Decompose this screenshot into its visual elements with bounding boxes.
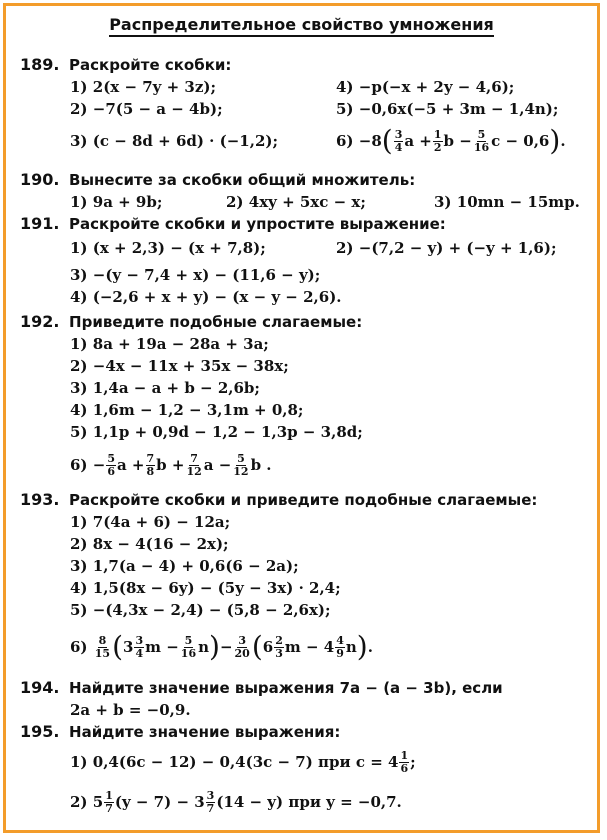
fraction: $\frac{3}{7}$ bbox=[206, 788, 215, 815]
problem-191-header bbox=[20, 213, 446, 235]
fraction: $\frac{5}{16}$ bbox=[180, 633, 197, 660]
problem-191-item-2: 2) −(7,2 − y) + (−y + 1,6); bbox=[336, 239, 557, 257]
problem-191-item-3: 3) −(y − 7,4 + x) − (11,6 − y); bbox=[70, 266, 321, 284]
problem-192-item-2: 2) −4x − 11x + 35x − 38x; bbox=[70, 357, 289, 375]
problem-192-item-3: 3) 1,4a − a + b − 2,6b; bbox=[70, 379, 260, 397]
problem-number: 191. bbox=[20, 214, 60, 233]
problem-heading: Раскройте скобки и упростите выражение: bbox=[69, 215, 446, 233]
fraction: $\frac{1}{2}$ bbox=[433, 127, 442, 154]
problem-number: 195. bbox=[20, 722, 60, 741]
problem-191-item-4: 4) (−2,6 + x + y) − (x − y − 2,6). bbox=[70, 288, 342, 306]
problem-194-line-2: 2a + b = −0,9. bbox=[70, 701, 191, 719]
problem-190-item-2: 2) 4xy + 5xc − x; bbox=[226, 193, 366, 211]
fraction: $\frac{4}{9}$ bbox=[336, 633, 344, 660]
problem-189-item-4: 4) −p(−x + 2y − 4,6); bbox=[336, 78, 515, 96]
fraction: $\frac{1}{7}$ bbox=[105, 788, 113, 815]
problem-192-item-5: 5) 1,1p + 0,9d − 1,2 − 1,3p − 3,8d; bbox=[70, 423, 363, 441]
problem-192-item-6: 6) − $\frac{5}{6}$ a + $\frac{7}{8}$ b + $\frac{7}{12}$ a − $\frac{5}{12}$ b . bbox=[70, 451, 272, 478]
fraction: $\frac{5}{16}$ bbox=[473, 127, 490, 154]
problem-heading: Найдите значение выражения 7a − (a − 3b), если bbox=[69, 679, 503, 697]
problem-number: 189. bbox=[20, 55, 60, 74]
problem-189-item-1: 1) 2(x − 7y + 3z); bbox=[70, 78, 217, 96]
problem-heading: Раскройте скобки: bbox=[69, 56, 232, 74]
problem-number: 193. bbox=[20, 490, 60, 509]
problem-193-item-1: 1) 7(4a + 6) − 12a; bbox=[70, 513, 231, 531]
problem-190-item-3: 3) 10mn − 15mp. bbox=[434, 193, 580, 211]
problem-heading: Раскройте скобки и приведите подобные слагаемые: bbox=[69, 491, 538, 509]
problem-193-header bbox=[20, 489, 537, 511]
problem-193-item-4: 4) 1,5(8x − 6y) − (5y − 3x) · 2,4; bbox=[70, 579, 341, 597]
page-title: Распределительное свойство умножения bbox=[6, 15, 597, 34]
fraction: $\frac{7}{8}$ bbox=[146, 451, 155, 478]
fraction: $\frac{3}{4}$ bbox=[394, 127, 403, 154]
problem-192-header bbox=[20, 311, 362, 333]
fraction: $\frac{8}{15}$ bbox=[94, 633, 111, 660]
fraction: $\frac{5}{12}$ bbox=[233, 451, 249, 478]
problem-189-item-2: 2) −7(5 − a − 4b); bbox=[70, 100, 223, 118]
problem-190-header bbox=[20, 169, 415, 191]
problem-heading: Вынесите за скобки общий множитель: bbox=[69, 171, 416, 189]
problem-193-item-2: 2) 8x − 4(16 − 2x); bbox=[70, 535, 229, 553]
problem-195-header bbox=[20, 721, 340, 743]
fraction: $\frac{5}{6}$ bbox=[107, 451, 115, 478]
fraction: $\frac{2}{3}$ bbox=[275, 633, 283, 660]
problem-number: 190. bbox=[20, 170, 60, 189]
problem-193-item-6: 6) $\frac{8}{15}$ ( 3 $\frac{3}{4}$ m − $\frac{5}{16}$ n ) − $\frac{3}{20}$ ( 6 $\frac{2}{3}$ m − 4 $\frac{4}{9}$ n ) . bbox=[70, 630, 373, 663]
problem-189-item-3: 3) (c − 8d + 6d) · (−1,2); bbox=[70, 132, 279, 150]
fraction: $\frac{3}{20}$ bbox=[234, 633, 250, 660]
problem-189-header bbox=[20, 54, 231, 76]
problem-194-header bbox=[20, 677, 503, 699]
fraction: $\frac{1}{6}$ bbox=[400, 748, 409, 775]
problem-195-item-2: 2) 5 $\frac{1}{7}$ (y − 7) − 3 $\frac{3}{7}$ (14 − y) при y = −0,7. bbox=[70, 788, 402, 815]
problem-195-item-1: 1) 0,4(6c − 12) − 0,4(3c − 7) при c = 4 $\frac{1}{6}$ ; bbox=[70, 748, 416, 775]
problem-190-item-1: 1) 9a + 9b; bbox=[70, 193, 163, 211]
problem-191-item-1: 1) (x + 2,3) − (x + 7,8); bbox=[70, 239, 266, 257]
problem-number: 192. bbox=[20, 312, 60, 331]
page-frame bbox=[3, 3, 600, 833]
problem-192-item-1: 1) 8a + 19a − 28a + 3a; bbox=[70, 335, 269, 353]
problem-heading: Найдите значение выражения: bbox=[69, 723, 341, 741]
fraction: $\frac{7}{12}$ bbox=[186, 451, 202, 478]
problem-heading: Приведите подобные слагаемые: bbox=[69, 313, 363, 331]
problem-193-item-5: 5) −(4,3x − 2,4) − (5,8 − 2,6x); bbox=[70, 601, 331, 619]
problem-189-item-5: 5) −0,6x(−5 + 3m − 1,4n); bbox=[336, 100, 559, 118]
fraction: $\frac{3}{4}$ bbox=[135, 633, 144, 660]
problem-192-item-4: 4) 1,6m − 1,2 − 3,1m + 0,8; bbox=[70, 401, 304, 419]
problem-193-item-3: 3) 1,7(a − 4) + 0,6(6 − 2a); bbox=[70, 557, 299, 575]
problem-189-item-6: 6) −8 ( $\frac{3}{4}$ a + $\frac{1}{2}$ b − $\frac{5}{16}$ c − 0,6 ) . bbox=[336, 124, 566, 157]
problem-number: 194. bbox=[20, 678, 60, 697]
